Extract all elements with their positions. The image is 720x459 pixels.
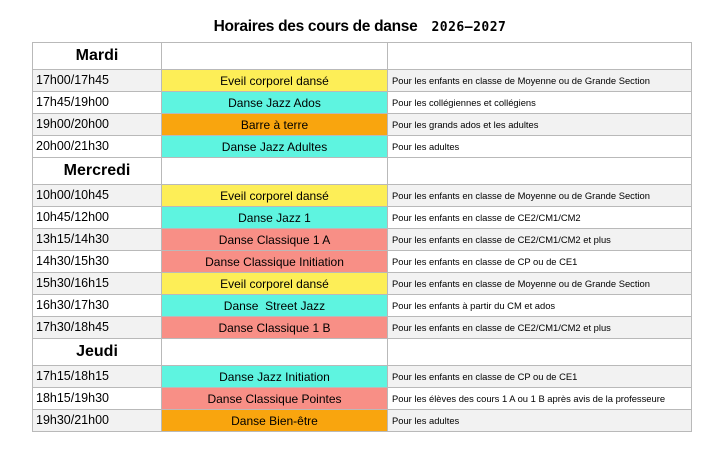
audience-cell: Pour les enfants en classe de Moyenne ou de Grande Section <box>388 185 692 207</box>
schedule-row <box>33 92 692 114</box>
time-cell: 17h00/17h45 <box>33 70 162 92</box>
audience-cell: Pour les enfants à partir du CM et ados <box>388 295 692 317</box>
time-cell: 20h00/21h30 <box>33 136 162 158</box>
day-name: Mardi <box>33 43 162 70</box>
day-name: Jeudi <box>33 339 162 366</box>
course-cell: Danse Classique 1 A <box>162 229 388 251</box>
schedule-row <box>33 251 692 273</box>
schedule-table <box>32 42 692 432</box>
audience-cell: Pour les grands ados et les adultes <box>388 114 692 136</box>
time-cell: 13h15/14h30 <box>33 229 162 251</box>
course-cell: Danse Jazz Adultes <box>162 136 388 158</box>
course-cell: Danse Jazz Initiation <box>162 366 388 388</box>
course-cell: Eveil corporel dansé <box>162 273 388 295</box>
audience-cell: Pour les enfants en classe de CE2/CM1/CM2 et plus <box>388 229 692 251</box>
course-cell: Danse Classique 1 B <box>162 317 388 339</box>
time-cell: 15h30/16h15 <box>33 273 162 295</box>
time-cell: 18h15/19h30 <box>33 388 162 410</box>
time-cell: 16h30/17h30 <box>33 295 162 317</box>
page-title <box>0 18 720 36</box>
time-cell: 19h00/20h00 <box>33 114 162 136</box>
course-cell: Barre à terre <box>162 114 388 136</box>
schedule-row <box>33 114 692 136</box>
course-cell: Danse Jazz Ados <box>162 92 388 114</box>
course-cell: Eveil corporel dansé <box>162 70 388 92</box>
audience-cell: Pour les adultes <box>388 136 692 158</box>
time-cell: 17h45/19h00 <box>33 92 162 114</box>
audience-cell: Pour les collégiennes et collégiens <box>388 92 692 114</box>
schedule-row <box>33 136 692 158</box>
course-cell: Danse Bien-être <box>162 410 388 432</box>
schedule-row <box>33 317 692 339</box>
course-cell: Eveil corporel dansé <box>162 185 388 207</box>
title-text: Horaires des cours de danse <box>213 18 418 35</box>
schedule-row <box>33 388 692 410</box>
audience-cell: Pour les enfants en classe de Moyenne ou de Grande Section <box>388 70 692 92</box>
course-cell: Danse Jazz 1 <box>162 207 388 229</box>
audience-cell: Pour les enfants en classe de CE2/CM1/CM2 et plus <box>388 317 692 339</box>
day-header-row <box>33 43 692 70</box>
time-cell: 17h15/18h15 <box>33 366 162 388</box>
school-year: 2026–2027 <box>431 20 507 35</box>
schedule-row <box>33 207 692 229</box>
day-header-cell <box>388 339 692 366</box>
day-header-row <box>33 339 692 366</box>
day-header-row <box>33 158 692 185</box>
time-cell: 10h45/12h00 <box>33 207 162 229</box>
audience-cell: Pour les élèves des cours 1 A ou 1 B après avis de la professeure <box>388 388 692 410</box>
day-header-cell <box>388 43 692 70</box>
day-header-cell <box>162 339 388 366</box>
course-cell: Danse Classique Pointes <box>162 388 388 410</box>
audience-cell: Pour les enfants en classe de CP ou de CE1 <box>388 251 692 273</box>
schedule-row <box>33 366 692 388</box>
schedule-row <box>33 70 692 92</box>
schedule-row <box>33 273 692 295</box>
time-cell: 14h30/15h30 <box>33 251 162 273</box>
time-cell: 10h00/10h45 <box>33 185 162 207</box>
schedule-row <box>33 410 692 432</box>
time-cell: 19h30/21h00 <box>33 410 162 432</box>
day-name: Mercredi <box>33 158 162 185</box>
time-cell: 17h30/18h45 <box>33 317 162 339</box>
day-header-cell <box>388 158 692 185</box>
audience-cell: Pour les adultes <box>388 410 692 432</box>
schedule-row <box>33 229 692 251</box>
course-cell: Danse Street Jazz <box>162 295 388 317</box>
audience-cell: Pour les enfants en classe de CP ou de CE1 <box>388 366 692 388</box>
day-header-cell <box>162 43 388 70</box>
schedule-row <box>33 295 692 317</box>
audience-cell: Pour les enfants en classe de Moyenne ou de Grande Section <box>388 273 692 295</box>
course-cell: Danse Classique Initiation <box>162 251 388 273</box>
schedule-row <box>33 185 692 207</box>
audience-cell: Pour les enfants en classe de CE2/CM1/CM2 <box>388 207 692 229</box>
day-header-cell <box>162 158 388 185</box>
